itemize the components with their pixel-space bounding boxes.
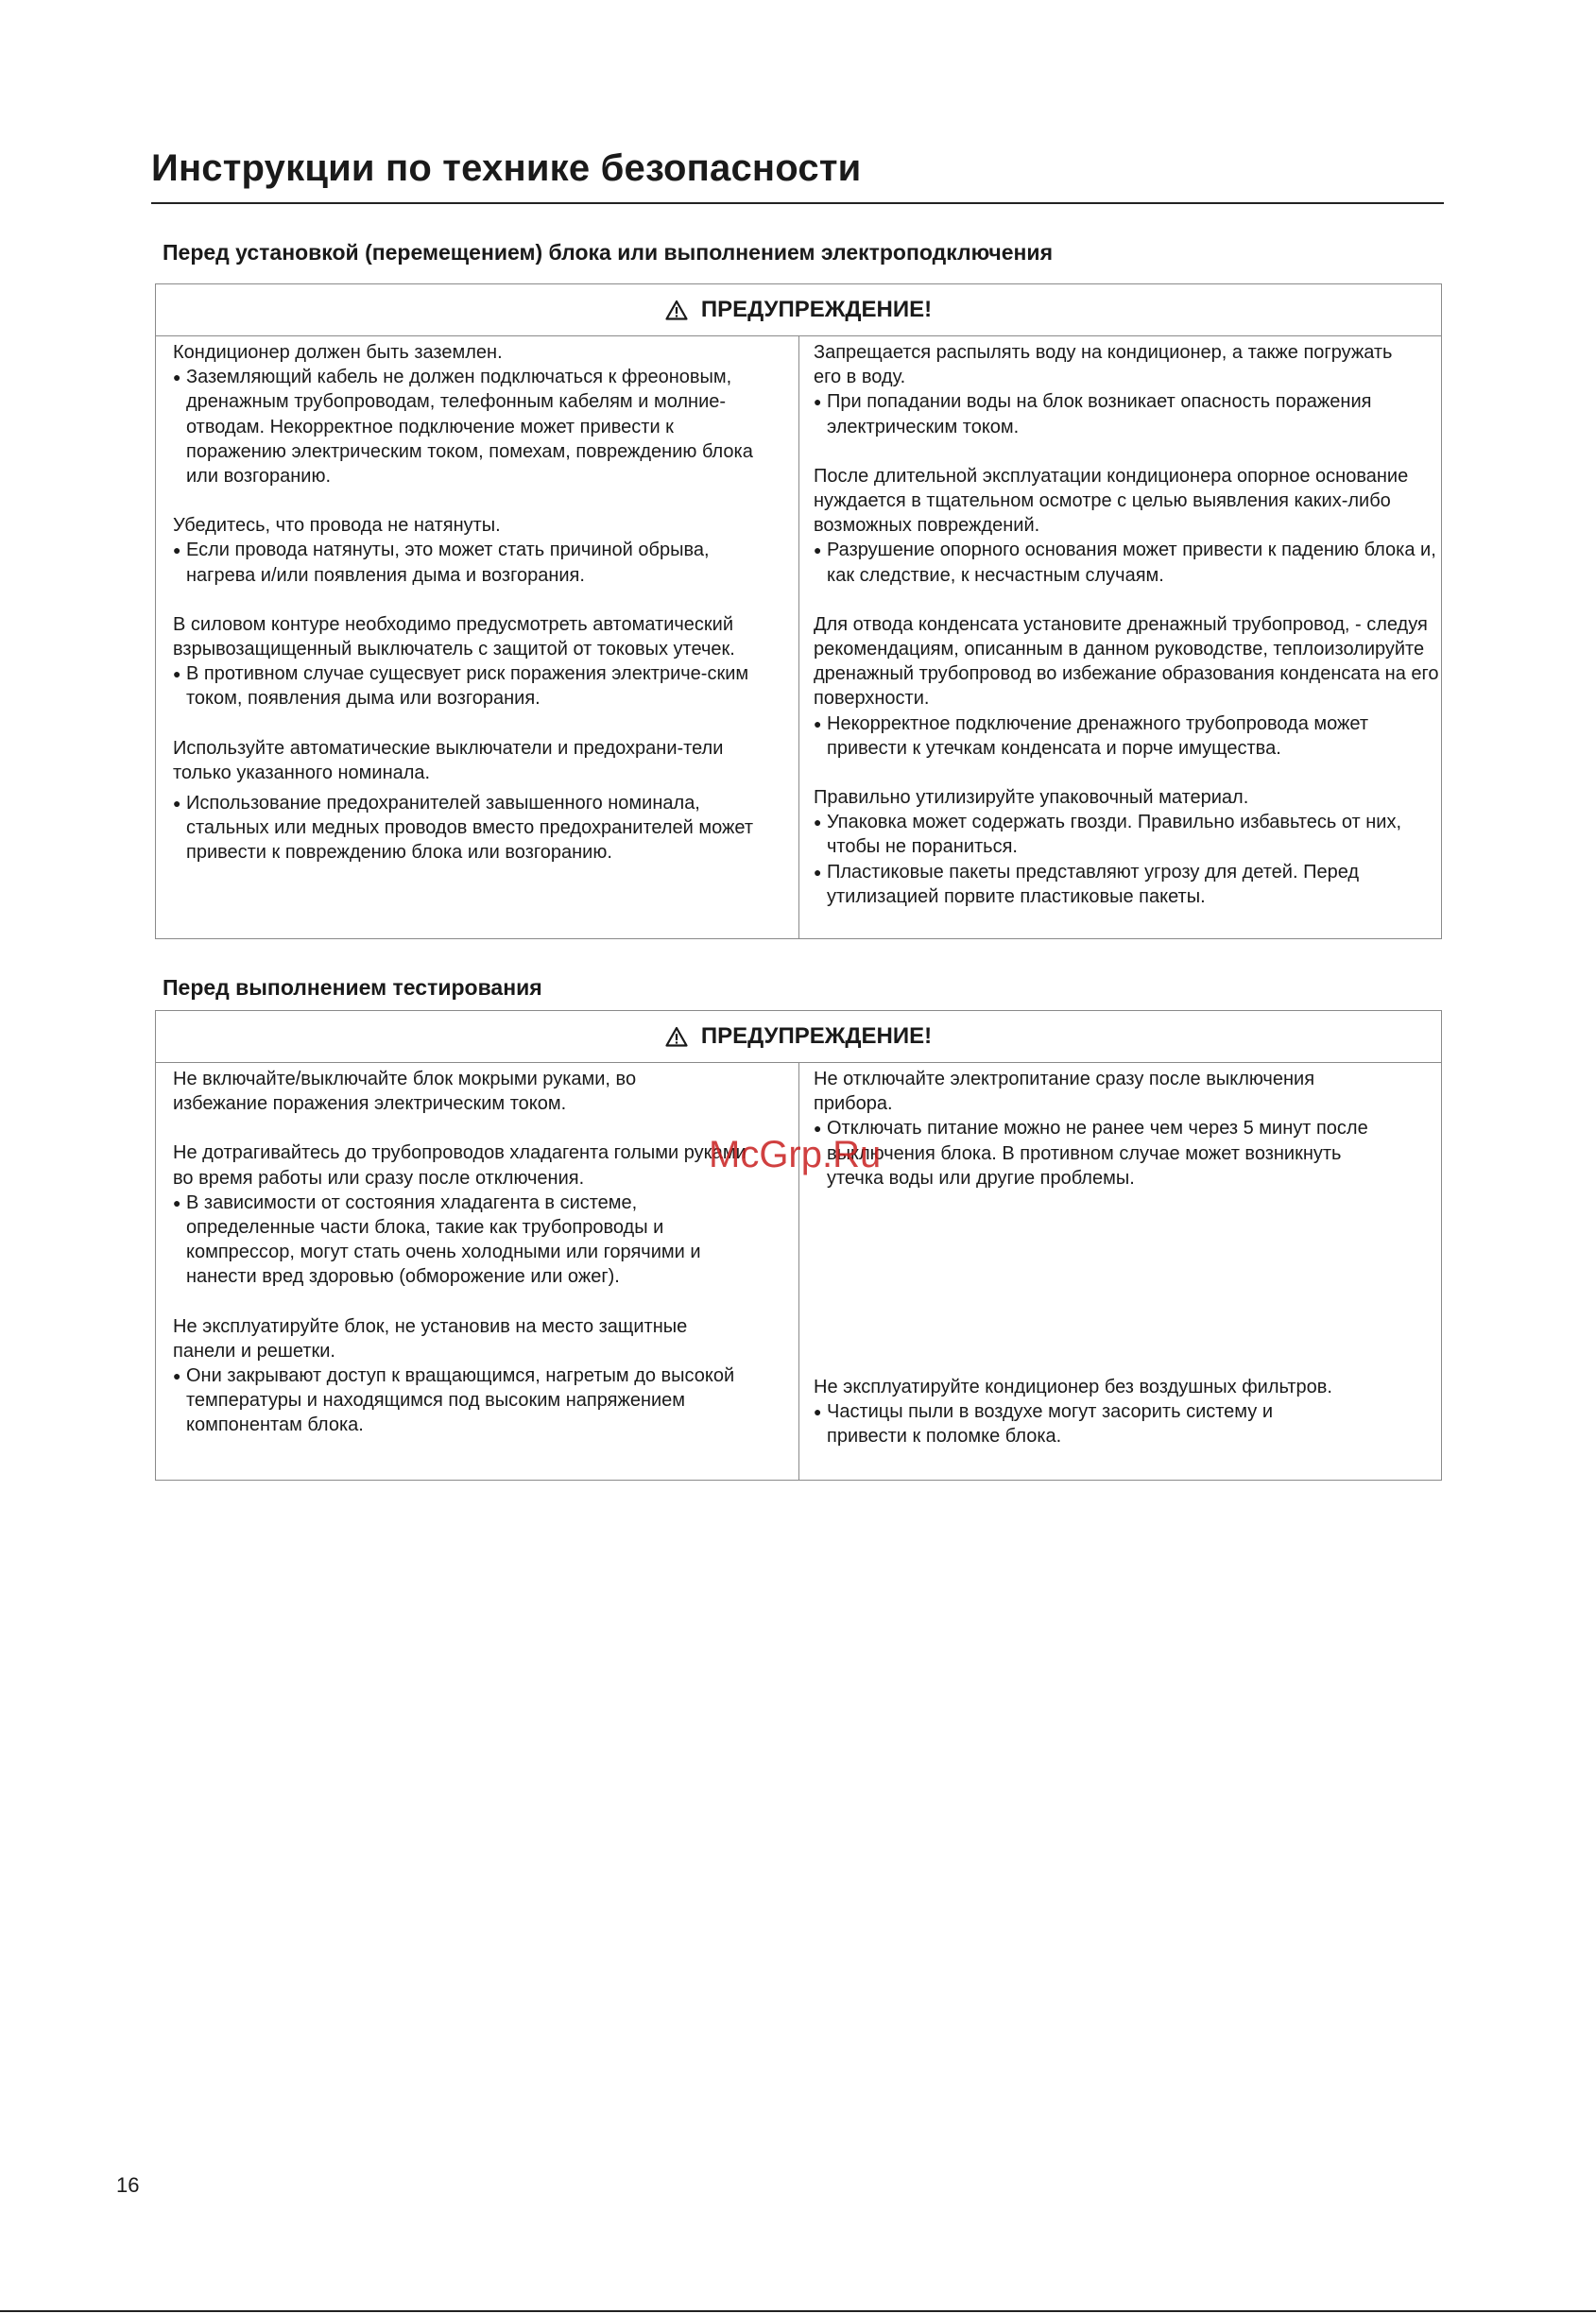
bullet-icon: ● bbox=[173, 369, 181, 386]
bullet-icon: ● bbox=[173, 666, 181, 682]
bullet-text: Некорректное подключение дренажного трубопровода может привести к утечкам конденсата и порче имущества. bbox=[827, 712, 1369, 759]
warning-item-group bbox=[814, 1375, 1435, 1449]
warning-header bbox=[156, 1011, 1441, 1063]
bullet-text: Отключать питание можно не ранее чем через 5 минут после выключения блока. В противном случае может возникнуть утечка воды или другие проблемы. bbox=[827, 1118, 1368, 1189]
warning-header bbox=[156, 284, 1441, 336]
page-number: 16 bbox=[116, 2173, 140, 2197]
title-divider bbox=[151, 202, 1444, 204]
warning-column-left bbox=[156, 1063, 798, 1480]
bullet-item bbox=[814, 810, 1437, 859]
warning-triangle-icon bbox=[665, 1026, 688, 1047]
bullet-text: Использование предохранителей завышенного номинала, стальных или медных проводов вместо предохранителей может привести к повреждению блока или возгоранию. bbox=[186, 793, 754, 864]
bullet-item bbox=[814, 860, 1381, 909]
watermark: McGrp.Ru bbox=[709, 1134, 882, 1175]
bullet-icon: ● bbox=[173, 1368, 181, 1384]
bullet-text: Заземляющий кабель не должен подключаться к фреоновым, дренажным трубопроводам, телефонным кабелям и молние-отводам. Некорректное подключение может привести к поражению электрическим током, помехам, повреждению блока или возгоранию. bbox=[186, 367, 753, 488]
bullet-icon: ● bbox=[814, 814, 822, 831]
instruction-title: Не отключайте электропитание сразу после выключения прибора. bbox=[814, 1069, 1315, 1115]
bullet-icon: ● bbox=[173, 542, 181, 558]
warning-box-testing bbox=[155, 1010, 1442, 1481]
bullet-item bbox=[814, 711, 1442, 761]
bullet-text: Пластиковые пакеты представляют угрозу для детей. Перед утилизацией порвите пластиковые пакеты. bbox=[827, 861, 1360, 907]
bullet-text: Если провода натянуты, это может стать причиной обрыва, нагрева и/или появления дыма и возгорания. bbox=[186, 540, 710, 586]
instruction-title: Запрещается распылять воду на кондиционер, а также погружать его в воду. bbox=[814, 342, 1393, 388]
bullet-icon: ● bbox=[814, 542, 822, 558]
instruction-title: Убедитесь, что провода не натянуты. bbox=[173, 515, 501, 537]
bullet-item bbox=[814, 1116, 1376, 1191]
bullet-text: Они закрывают доступ к вращающимся, нагретым до высокой температуры и находящимся под высоким напряжением компонентам блока. bbox=[186, 1365, 735, 1436]
bullet-item bbox=[814, 389, 1442, 438]
bullet-item bbox=[173, 365, 778, 489]
bullet-icon: ● bbox=[173, 796, 181, 812]
bullet-item bbox=[173, 791, 778, 866]
section-heading-testing: Перед выполнением тестирования bbox=[163, 975, 542, 1000]
bullet-text: Упаковка может содержать гвозди. Правильно избавьтесь от них, чтобы не пораниться. bbox=[827, 812, 1402, 858]
warning-label: ПРЕДУПРЕЖДЕНИЕ! bbox=[700, 1023, 933, 1049]
bullet-text: Разрушение опорного основания может привести к падению блока и, как следствие, к несчастным случаям. bbox=[827, 540, 1436, 586]
bullet-item bbox=[814, 1399, 1343, 1448]
instruction-title: Не дотрагивайтесь до трубопроводов хладагента голыми руками во время работы или сразу после отключения. bbox=[173, 1142, 747, 1189]
warning-column-right bbox=[798, 1063, 1441, 1480]
instruction-title: Используйте автоматические выключатели и предохрани-тели только указанного номинала. bbox=[173, 737, 724, 783]
warning-box-installation bbox=[155, 283, 1442, 939]
warning-column-right bbox=[798, 336, 1441, 938]
instruction-title: Не эксплуатируйте блок, не установив на место защитные панели и решетки. bbox=[173, 1315, 688, 1362]
bullet-icon: ● bbox=[814, 394, 822, 410]
bullet-text: Частицы пыли в воздухе могут засорить систему и привести к поломке блока. bbox=[827, 1401, 1274, 1448]
bullet-icon: ● bbox=[814, 864, 822, 880]
section-heading-installation: Перед установкой (перемещением) блока или выполнением электроподключения bbox=[163, 240, 1053, 265]
instruction-title: После длительной эксплуатации кондиционера опорное основание нуждается в тщательном осмотре с целью выявления каких-либо возможных повреждений. bbox=[814, 465, 1409, 537]
instruction-title: Кондиционер должен быть заземлен. bbox=[173, 342, 503, 363]
page-title: Инструкции по технике безопасности bbox=[151, 147, 862, 189]
instruction-title: Для отвода конденсата установите дренажный трубопровод, - следуя рекомендациям, описанным в данном руководстве, теплоизолируйте дренажный трубопровод во избежание образования конденсата на его поверхности. bbox=[814, 613, 1439, 710]
instruction-title: В силовом контуре необходимо предусмотреть автоматический взрывозащищенный выключатель с защитой от токовых утечек. bbox=[173, 613, 735, 660]
instruction-title: Не включайте/выключайте блок мокрыми руками, во избежание поражения электрическим током. bbox=[173, 1069, 637, 1115]
bullet-icon: ● bbox=[173, 1194, 181, 1210]
instruction-title: Правильно утилизируйте упаковочный материал. bbox=[814, 787, 1249, 809]
warning-triangle-icon bbox=[665, 300, 688, 320]
bullet-icon: ● bbox=[814, 715, 822, 731]
bullet-text: При попадании воды на блок возникает опасность поражения электрическим током. bbox=[827, 391, 1372, 437]
instruction-title: Не эксплуатируйте кондиционер без воздушных фильтров. bbox=[814, 1377, 1332, 1397]
bullet-item bbox=[814, 538, 1442, 587]
bullet-item bbox=[173, 1363, 800, 1438]
warning-label: ПРЕДУПРЕЖДЕНИЕ! bbox=[700, 297, 933, 322]
bullet-text: В противном случае сущесвует риск поражения электриче-ским током, появления дыма или возгорания. bbox=[186, 663, 749, 710]
bullet-item bbox=[173, 661, 768, 711]
bullet-text: В зависимости от состояния хладагента в системе, определенные части блока, такие как трубопроводы и компрессор, могут стать очень холодными или горячими и нанести вред здоровью (обморожение или ожег). bbox=[186, 1191, 701, 1288]
warning-column-left bbox=[156, 336, 798, 938]
bottom-divider bbox=[0, 2310, 1596, 2312]
bullet-item bbox=[173, 538, 778, 587]
bullet-icon: ● bbox=[814, 1121, 822, 1137]
bullet-icon: ● bbox=[814, 1404, 822, 1420]
bullet-item bbox=[173, 1191, 721, 1290]
